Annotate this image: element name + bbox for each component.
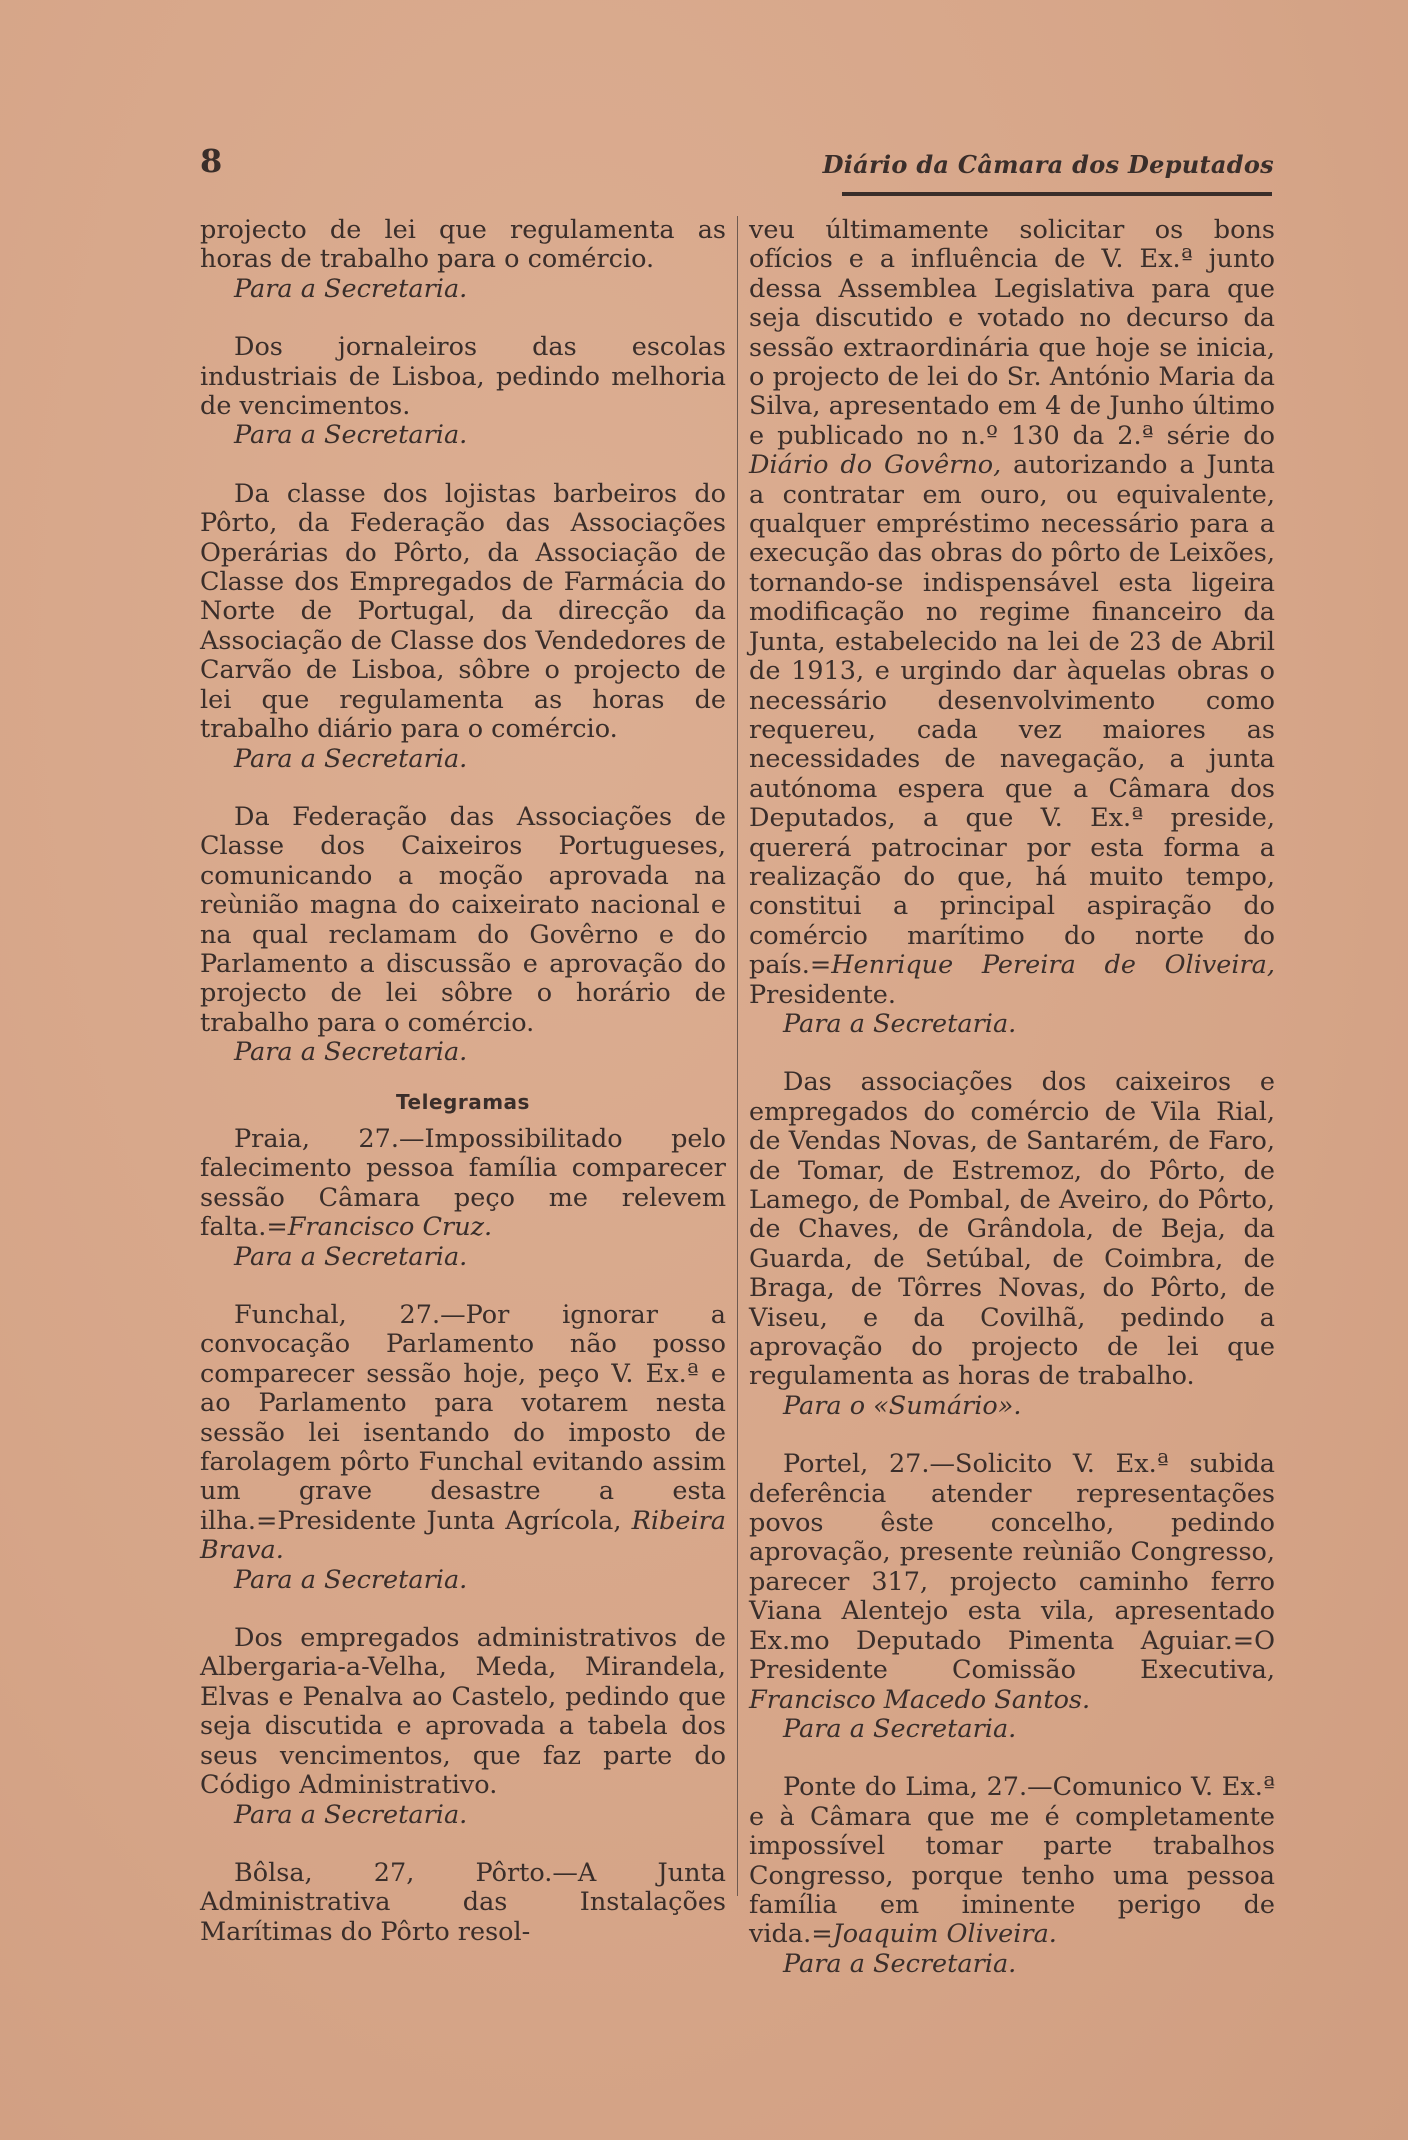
entry-text: Dos empregados administrativos de Albergaria-a-Velha, Meda, Mirandela, Elvas e Penalva ao Castelo, pedindo que seja discutida e aprovada a tabela dos seus vencimentos, que faz parte do Código Administrativo.	[200, 1623, 726, 1801]
telegram-body: Ponte do Lima, 27.—Comunico V. Ex.ª e à Câmara que me é completamente impossível tomar parte trabalhos Congresso, porque tenho uma pessoa família em iminente perigo de vida.=	[749, 1772, 1275, 1950]
telegram-text	[749, 1450, 1275, 1715]
referral: Para a Secretaria.	[783, 1948, 1017, 1979]
column-divider	[737, 216, 738, 1896]
entry-text: projecto de lei que regulamenta as horas de trabalho para o comércio.	[200, 215, 726, 275]
referral: Para a Secretaria.	[783, 1713, 1017, 1744]
running-head: Diário da Câmara dos Deputados	[822, 150, 1274, 179]
header-rule	[842, 192, 1272, 196]
italic-title: Diário do Govêrno,	[749, 450, 1002, 481]
signature: Joaquim Oliveira.	[832, 1919, 1057, 1950]
section-heading: Telegramas	[396, 1089, 530, 1114]
telegram-text	[200, 1301, 726, 1566]
referral: Para a Secretaria.	[234, 743, 468, 774]
signature: Ribeira Brava.	[200, 1505, 726, 1566]
telegram-body: Funchal, 27.—Por ignorar a convocação Parlamento não posso comparecer sessão hoje, peço V. Ex.ª e ao Parlamento para votarem nesta sessão lei isentando do imposto de farolagem pôrto Funchal evitando assim um grave desastre a esta ilha.=Presidente Junta Agrícola,	[200, 1300, 726, 1536]
referral: Para o «Sumário».	[783, 1390, 1022, 1421]
entry-text	[749, 216, 1275, 1010]
signature: Francisco Cruz.	[287, 1212, 493, 1243]
entry-text: Das associações dos caixeiros e empregados do comércio de Vila Rial, de Vendas Novas, de Santarém, de Faro, de Tomar, de Estremoz, do Pôrto, de Lamego, de Pombal, de Aveiro, do Pôrto, de Chaves, de Grândola, de Beja, da Guarda, de Setúbal, de Coimbra, de Braga, de Tôrres Novas, do Pôrto, de Viseu, e da Covilhã, pedindo a aprovação do projecto de lei que regulamenta as horas de trabalho.	[749, 1067, 1275, 1392]
right-column	[749, 216, 1275, 1979]
entry-text: Da classe dos lojistas barbeiros do Pôrto, da Federação das Associações Operárias do Pôrto, da Associação de Classe dos Empregados de Farmácia do Norte de Portugal, da direcção da Associação de Classe dos Vendedores de Carvão de Lisboa, sôbre o projecto de lei que regulamenta as horas de trabalho diário para o comércio.	[200, 478, 726, 745]
page-number: 8	[200, 142, 223, 180]
entry-text: Bôlsa, 27, Pôrto.—A Junta Administrativa das Instalações Marítimas do Pôrto resol-	[200, 1857, 726, 1947]
signature: Henrique Pereira de Oliveira,	[831, 950, 1275, 981]
referral: Para a Secretaria.	[234, 1037, 468, 1068]
referral: Para a Secretaria.	[234, 273, 468, 304]
telegram-body: Portel, 27.—Solicito V. Ex.ª subida deferência atender representações povos êste concelho, pedindo aprovação, presente reùnião Congresso, parecer 317, projecto caminho ferro Viana Alentejo esta vila, apresentado Ex.mo Deputado Pimenta Aguiar.=O Presidente Comissão Executiva,	[749, 1449, 1275, 1686]
referral: Para a Secretaria.	[234, 1241, 468, 1272]
referral: Para a Secretaria.	[234, 1564, 468, 1595]
entry-body: autorizando a Junta a contratar em ouro, ou equivalente, qualquer empréstimo necessário para a execução das obras do pôrto de Leixões, tornando-se indispensável esta ligeira modificação no regime financeiro da Junta, estabelecido na lei de 23 de Abril de 1913, e urgindo dar àquelas obras o necessário desenvolvimento como requereu, cada vez maiores as necessidades de navegação, a junta autónoma espera que a Câmara dos Deputados, a que V. Ex.ª preside, quererá patrocinar por esta forma a realização do que, há muito tempo, constitui a principal aspiração do comércio marítimo do norte do país.=	[749, 450, 1275, 981]
entry-body: veu últimamente solicitar os bons ofícios e a influência de V. Ex.ª junto dessa Assemblea Legislativa para que seja discutido e votado no decurso da sessão extraordinária que hoje se inicia, o projecto de lei do Sr. António Maria da Silva, apresentado em 4 de Junho último e publicado no n.º 130 da 2.ª série do	[749, 215, 1275, 451]
entry-text: Dos jornaleiros das escolas industriais de Lisboa, pedindo melhoria de vencimentos.	[200, 332, 726, 422]
telegram-text	[200, 1125, 726, 1243]
referral: Para a Secretaria.	[234, 1799, 468, 1830]
signature-title: Presidente.	[749, 979, 896, 1010]
entry-text: Da Federação das Associações de Classe dos Caixeiros Portugueses, comunicando a moção aprovada na reùnião magna do caixeirato nacional e na qual reclamam do Govêrno e do Parlamento a discussão e aprovação do projecto de lei sôbre o horário de trabalho para o comércio.	[200, 801, 726, 1038]
left-column	[200, 216, 726, 1947]
telegram-body: Praia, 27.—Impossibilitado pelo falecimento pessoa família comparecer sessão Câmara peço me relevem falta.=	[200, 1123, 726, 1243]
telegram-text	[749, 1773, 1275, 1949]
referral: Para a Secretaria.	[234, 420, 468, 451]
signature: Francisco Macedo Santos.	[749, 1684, 1091, 1715]
referral: Para a Secretaria.	[783, 1008, 1017, 1039]
